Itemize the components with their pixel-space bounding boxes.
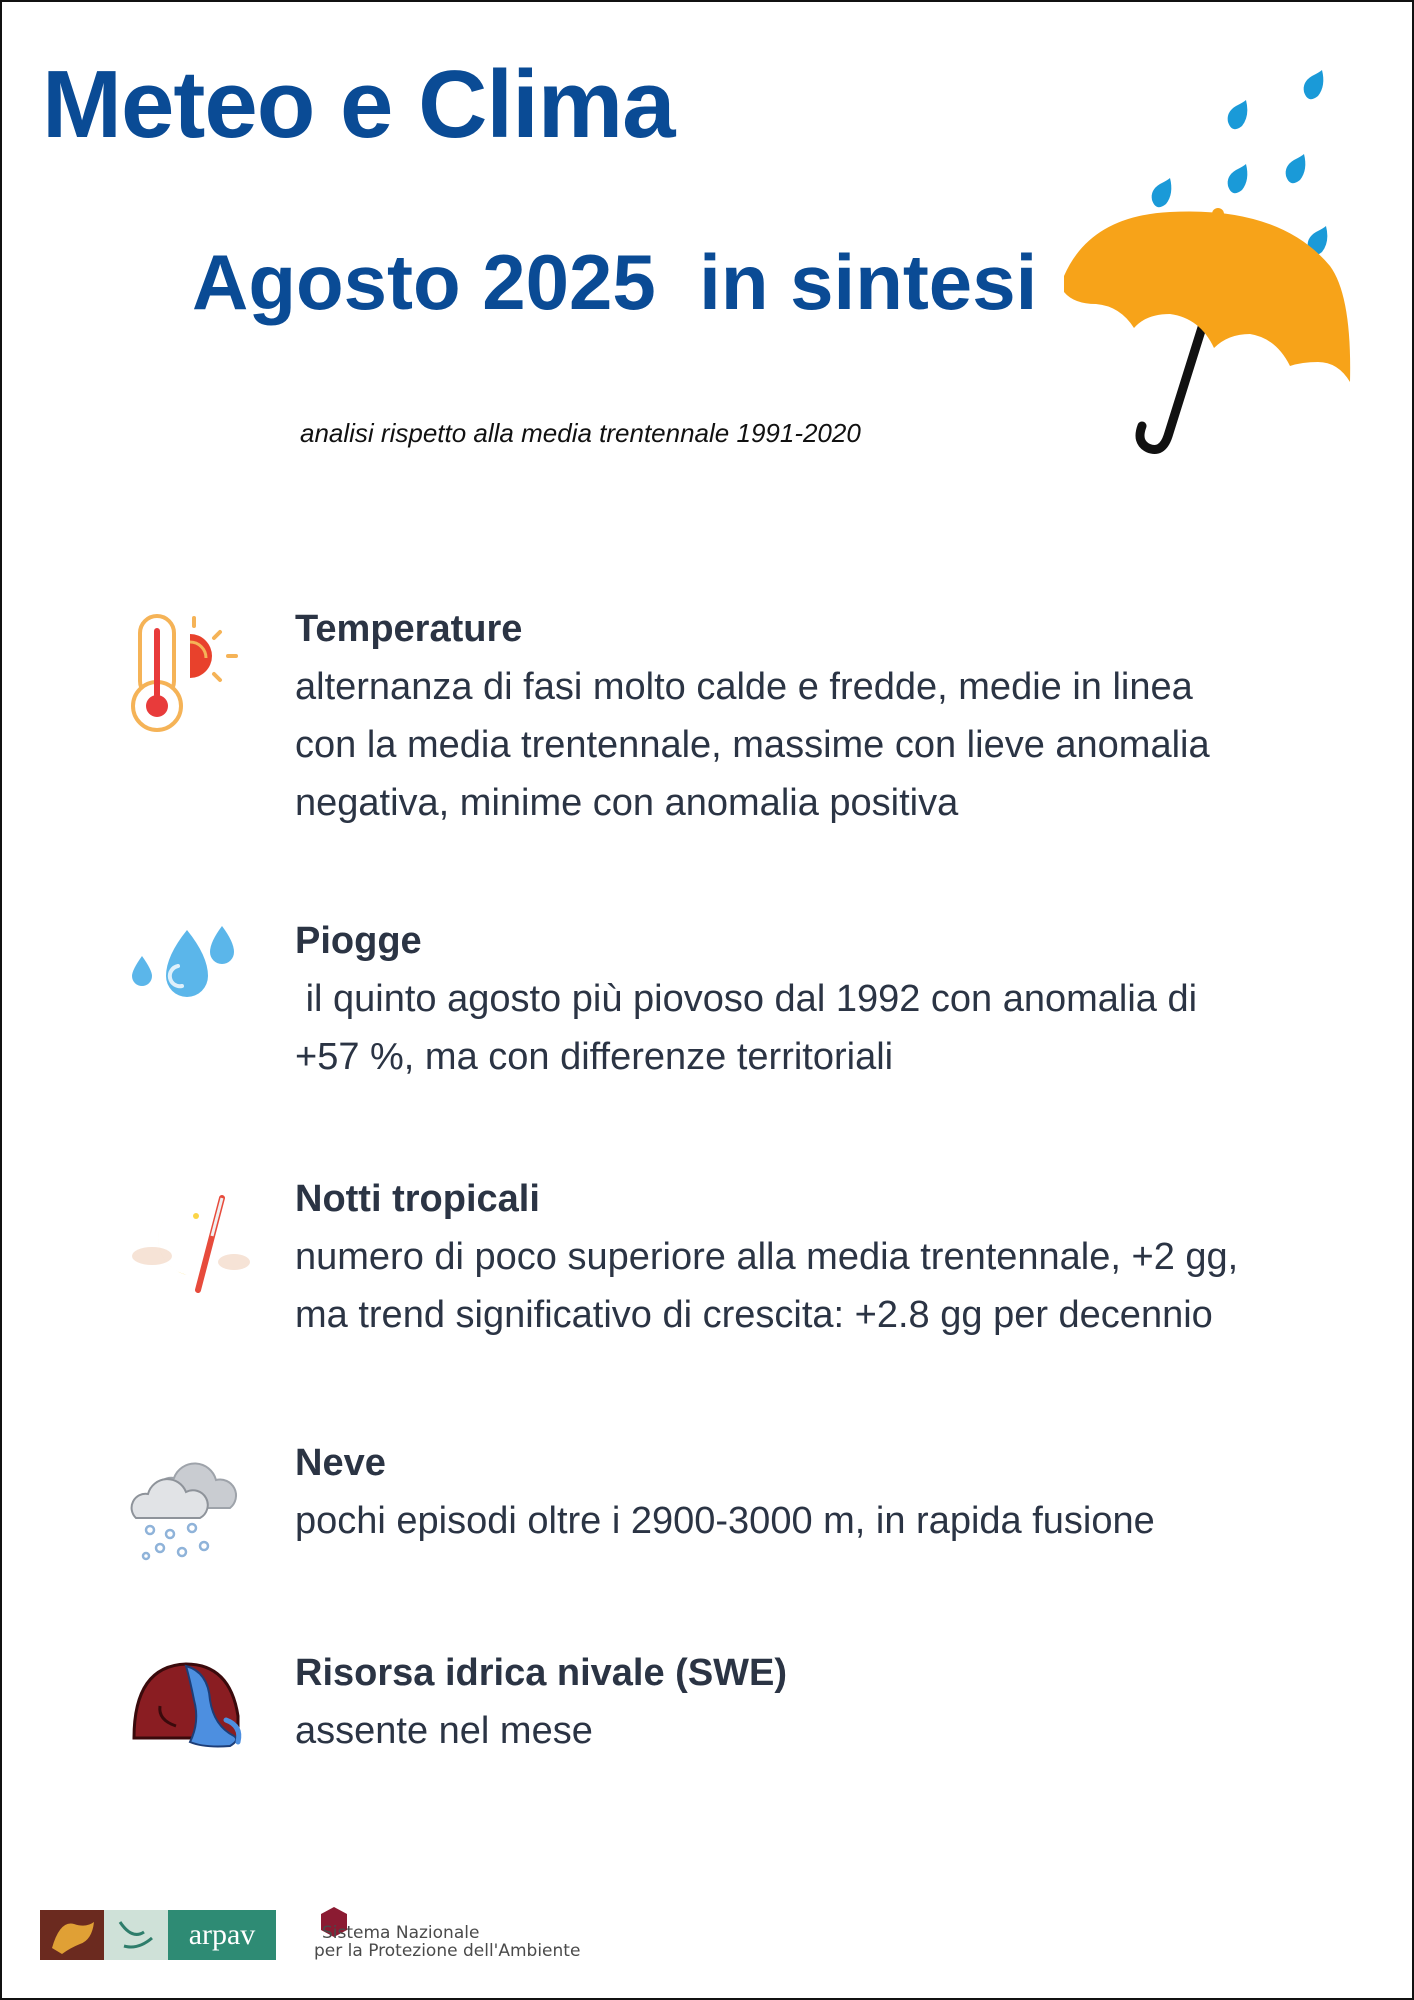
temperature-text: [295, 600, 1355, 832]
swe-title: Risorsa idrica nivale (SWE): [295, 1652, 788, 1694]
snow-body: pochi episodi oltre i 2900-3000 m, in rapida fusione: [295, 1500, 1155, 1542]
temperature-title: Temperature: [295, 608, 523, 650]
snpa-line1: Sistema Nazionale: [322, 1923, 480, 1943]
umbrella-rain-icon: [1050, 66, 1370, 466]
snow-text: [295, 1434, 1355, 1550]
temperature-body: alternanza di fasi molto calde e fredde, medie in linea con la media trentennale, massime con lieve anomalia negativa, minime con anomalia positiva: [295, 666, 1210, 824]
melting-snow-water-icon: [130, 1656, 250, 1776]
thermometer-sun-icon: [130, 614, 250, 734]
rain-drops-icon: [130, 926, 250, 1046]
arpav-logo: [40, 1910, 276, 1960]
rain-title: Piogge: [295, 920, 422, 962]
swe-body: assente nel mese: [295, 1710, 593, 1752]
tropical-nights-text: [295, 1170, 1355, 1344]
tropical-nights-title: Notti tropicali: [295, 1178, 540, 1220]
snow-title: Neve: [295, 1442, 386, 1484]
tropical-nights-body: numero di poco superiore alla media trentennale, +2 gg, ma trend significativo di crescita: +2.8 gg per decennio: [295, 1236, 1239, 1336]
analysis-note: analisi rispetto alla media trentennale 1991-2020: [300, 418, 861, 448]
moon-thermometer-icon: [130, 1194, 250, 1314]
arpav-label: arpav: [188, 1918, 256, 1951]
rain-body: il quinto agosto più piovoso dal 1992 con anomalia di +57 %, ma con differenze territoriali: [295, 978, 1198, 1078]
rain-text: [295, 912, 1355, 1086]
page-title: Meteo e Clima: [42, 51, 675, 158]
snpa-line2: per la Protezione dell'Ambiente: [314, 1941, 581, 1961]
swe-text: [295, 1644, 1355, 1760]
snow-cloud-icon: [130, 1448, 250, 1568]
snpa-logo: [310, 1910, 670, 1960]
page-subtitle: Agosto 2025 in sintesi: [192, 238, 1038, 326]
